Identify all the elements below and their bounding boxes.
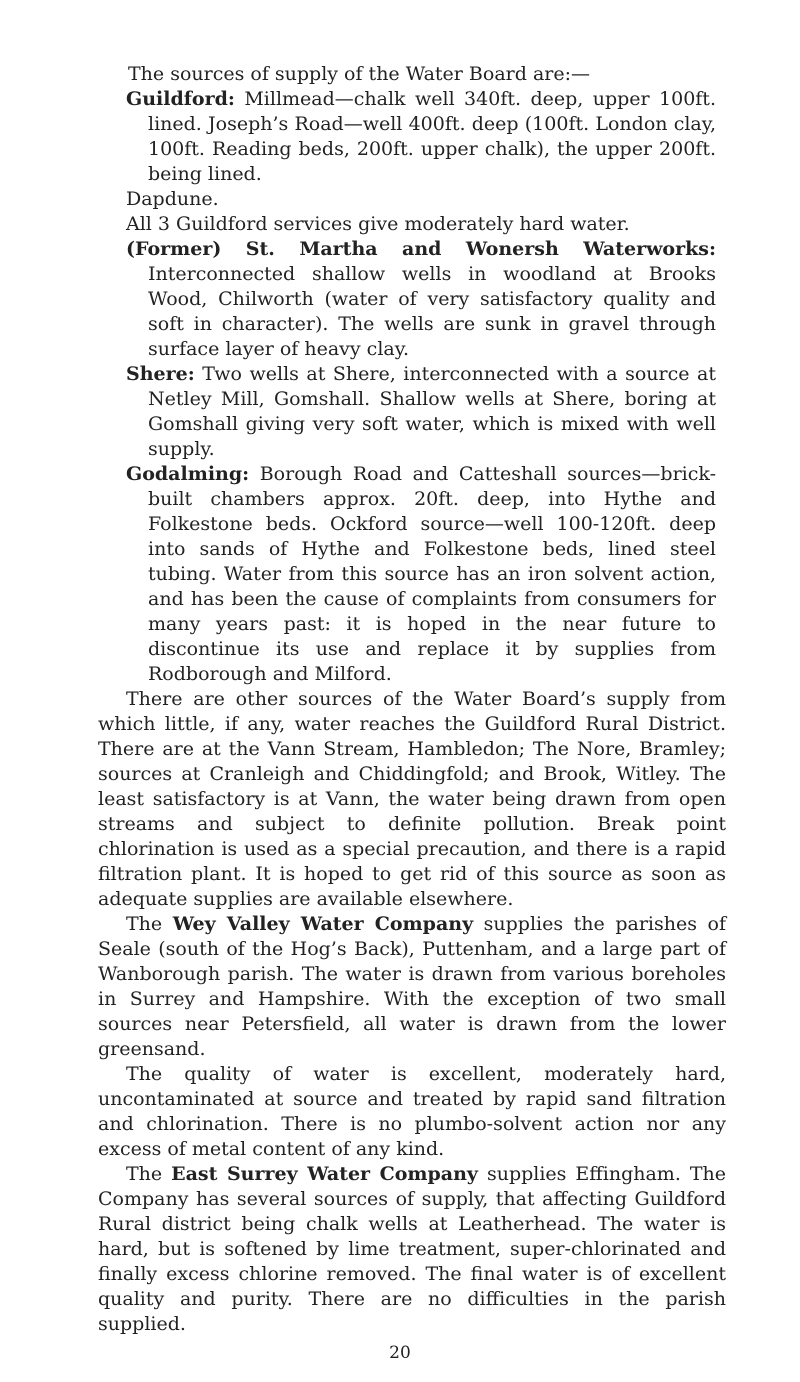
east-surrey-paragraph xyxy=(98,1162,726,1337)
east-surrey-text: supplies Effingham. The Company has several sources of supply, that affecting Guildford Rural district being chalk wells at Leatherhead. The water is hard, but is softened by lime treatment, super-chlorinated and finally excess chlorine removed. The final water is of excellent quality and purity. There are no difficulties in the parish supplied. xyxy=(98,1163,726,1335)
services-note: All 3 Guildford services give moderately hard water. xyxy=(126,213,630,235)
wey-lead: The xyxy=(126,913,173,935)
quality-paragraph: The quality of water is excellent, moderately hard, uncontaminated at source and treated by rapid sand filtration and chlorination. There is no plumbo-solvent action nor any excess of metal content of any kind. xyxy=(98,1063,726,1160)
wey-valley-paragraph xyxy=(98,912,726,1062)
other-sources-paragraph: There are other sources of the Water Board’s supply from which little, if any, water reaches the Guildford Rural District. There are at the Vann Stream, Hambledon; The Nore, Bramley; sources at Cranleigh and Chiddingfold; and Brook, Witley. The least satisfactory is at Vann, the water being drawn from open streams and subject to definite pollution. Break point chlorination is used as a special precaution, and there is a rapid filtration plant. It is hoped to get rid of this source as soon as adequate supplies are available elsewhere. xyxy=(98,688,726,910)
wey-label: Wey Valley Water Company xyxy=(172,913,474,935)
shere-entry xyxy=(118,362,716,462)
martha-text: Interconnected shallow wells in woodland at Brooks Wood, Chilworth (water of very satisfactory quality and soft in character). The wells are sunk in gravel through surface layer of heavy clay. xyxy=(148,263,716,360)
godalming-entry xyxy=(118,462,716,687)
guildford-label: Guildford: xyxy=(126,88,235,110)
godalming-label: Godalming: xyxy=(126,463,250,485)
martha-label: (Former) St. Martha and Wonersh Waterworks: xyxy=(126,238,716,260)
guildford-text: Millmead—chalk well 340ft. deep, upper 100ft. lined. Joseph’s Road—well 400ft. deep (100ft. London clay, 100ft. Reading beds, 200ft. upper chalk), the upper 200ft. being lined. xyxy=(148,88,716,185)
report-body xyxy=(98,62,726,1337)
godalming-text: Borough Road and Catteshall sources—brick-built chambers approx. 20ft. deep, into Hythe and Folkestone beds. Ockford source—well 100-120ft. deep into sands of Hythe and Folkestone beds, lined steel tubing. Water from this source has an iron solvent action, and has been the cause of complaints from consumers for many years past: it is hoped in the near future to discontinue its use and replace it by supplies from Rodborough and Milford. xyxy=(148,463,716,685)
intro-line: The sources of supply of the Water Board are:— xyxy=(128,63,590,85)
east-surrey-label: East Surrey Water Company xyxy=(171,1163,478,1185)
martha-entry xyxy=(118,237,716,362)
dapdune-line: Dapdune. xyxy=(126,188,219,210)
shere-text: Two wells at Shere, interconnected with a source at Netley Mill, Gomshall. Shallow wells at Shere, boring at Gomshall giving very soft water, which is mixed with well supply. xyxy=(148,363,716,460)
east-surrey-lead: The xyxy=(126,1163,172,1185)
wey-text: supplies the parishes of Seale (south of the Hog’s Back), Puttenham, and a large part of Wanborough parish. The water is drawn from various boreholes in Surrey and Hampshire. With the exception of two small sources near Petersfield, all water is drawn from the lower greensand. xyxy=(98,913,726,1060)
page-number: 20 xyxy=(389,1343,411,1363)
shere-label: Shere: xyxy=(126,363,195,385)
guildford-entry xyxy=(118,87,716,187)
